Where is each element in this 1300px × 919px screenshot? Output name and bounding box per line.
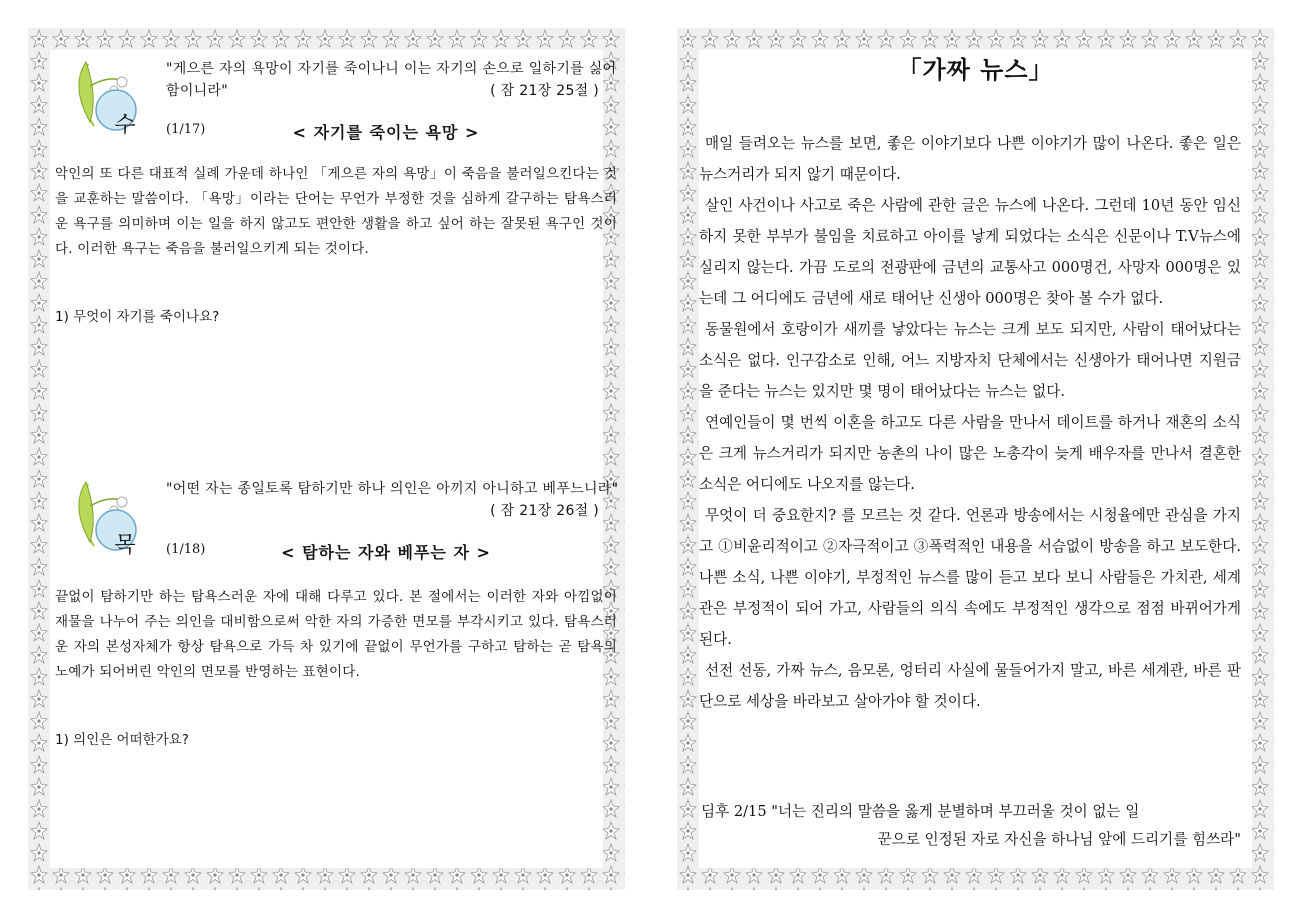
right-page [677,28,1274,890]
article-paragraph: 동물원에서 호랑이가 새끼를 낳았다는 뉴스는 크게 보도 되지만, 사람이 태어났다는 소식은 없다. 인구감소로 인해, 어느 지방자치 단체에서는 신생아가 태어나면 지원금을 준다는 뉴스는 있지만 몇 명이 태어났다는 뉴스는 없다. [699,321,1241,400]
devotion-body: 악인의 또 다른 대표적 실례 가운데 하나인 「게으른 자의 욕망」이 죽음을 불러일으킨다는 것을 교훈하는 말씀이다. 「욕망」이라는 단어는 무언가 부정한 것을 심하게 갈구하는 탐욕스러운 욕구를 의미하며 이는 일을 하지 않고도 편안한 생활을 하고 싶어 하는 잘못된 욕구인 것이다. 이러한 욕구는 죽음을 불러일으키게 되는 것이다. [55,166,617,257]
verse-line-2: 꾼으로 인정된 자로 자신을 하나님 앞에 드리기를 힘쓰라" [877,831,1241,848]
devotion-body: 끝없이 탐하기만 하는 탐욕스러운 자에 대해 다루고 있다. 본 절에서는 이러한 자와 아낌없이 재물을 나누어 주는 의인을 대비함으로써 악한 자의 가증한 면모를 부각시키고 있다. 탐욕스러운 자의 본성자체가 항상 탐욕으로 가득 차 있기에 끝없이 무언가를 구하고 탐하는 곧 탐욕의 노예가 되어버린 악인의 면모를 반영하는 표현이다. [55,589,617,680]
verse-text: "게으른 자의 욕망이 자기를 죽이나니 이는 자기의 손으로 일하기를 싫어함이니라" [166,61,617,99]
article-paragraph: 무엇이 더 중요한지? 를 모르는 것 같다. 언론과 방송에서는 시청율에만 관심을 가지고 ①비윤리적이고 ②자극적이고 ③폭력적인 내용을 서슴없이 방송을 하고 보도한다. 나쁜 소식, 나쁜 이야기, 부정적인 뉴스를 많이 듣고 보다 보니 사람들은 가치관, 세계관은 부정적이 되어 가고, 사람들의 의식 속에도 부정적인 생각으로 점점 바뀌어가게 된다. [699,507,1241,648]
devotion-question: 1) 의인은 어떠한가요? [55,732,189,748]
verse-quote [166,478,621,522]
verse-reference: ( 잠 21장 26절 ) [490,503,599,519]
devotion-title: < 자기를 죽이는 욕망 > [292,123,480,142]
verse-text: "어떤 자는 종일토록 탐하기만 하나 의인은 아끼지 아니하고 베푸느니라" [166,481,619,497]
devotion-question: 1) 무엇이 자기를 죽이나요? [55,309,220,325]
article-paragraph: 연예인들이 몇 번씩 이혼을 하고도 다른 사람을 만나서 데이트를 하거나 재혼의 소식은 크게 뉴스거리가 되지만 농촌의 나이 많은 노총각이 늦게 배우자를 만나서 결혼한 소식은 어디에도 나오지를 않는다. [699,414,1241,493]
badge-char: 목 [114,533,136,558]
badge-char: 수 [114,113,136,138]
closing-verse [701,798,1247,854]
devotion-title: < 탐하는 자와 베푸는 자 > [281,543,491,562]
article-paragraph: 살인 사건이나 사고로 죽은 사람에 관한 글은 뉴스에 나온다. 그런데 10년 동안 임신하지 못한 부부가 불임을 치료하고 아이를 낳게 되었다는 소식은 신문이나 T.V뉴스에 실리지 않는다. 가끔 도로의 전광판에 금년의 교통사고 000명건, 사망자 000명은 있는데 그 어디에도 금년에 새로 태어난 신생아 000명은 찾아 볼 수가 없다. [699,197,1241,307]
devotion-date: (1/17) [166,122,206,137]
article-body [699,128,1241,717]
verse-quote [166,58,621,102]
verse-line-1: 딤후 2/15 "너는 진리의 말씀을 옳게 분별하며 부끄러울 것이 없는 일 [701,803,1140,820]
article-paragraph: 선전 선동, 가짜 뉴스, 음모론, 엉터리 사실에 물들어가지 말고, 바른 세계관, 바른 판단으로 세상을 바라보고 살아가야 할 것이다. [699,662,1241,710]
verse-reference: ( 잠 21장 25절 ) [490,83,599,99]
devotion-date: (1/18) [166,542,206,557]
article-title: 「가짜 뉴스」 [897,56,1054,84]
left-page [28,28,625,890]
left-content [50,50,619,868]
article-paragraph: 매일 들려오는 뉴스를 보면, 좋은 이야기보다 나쁜 이야기가 많이 나온다. 좋은 일은 뉴스거리가 되지 않기 때문이다. [699,135,1241,183]
